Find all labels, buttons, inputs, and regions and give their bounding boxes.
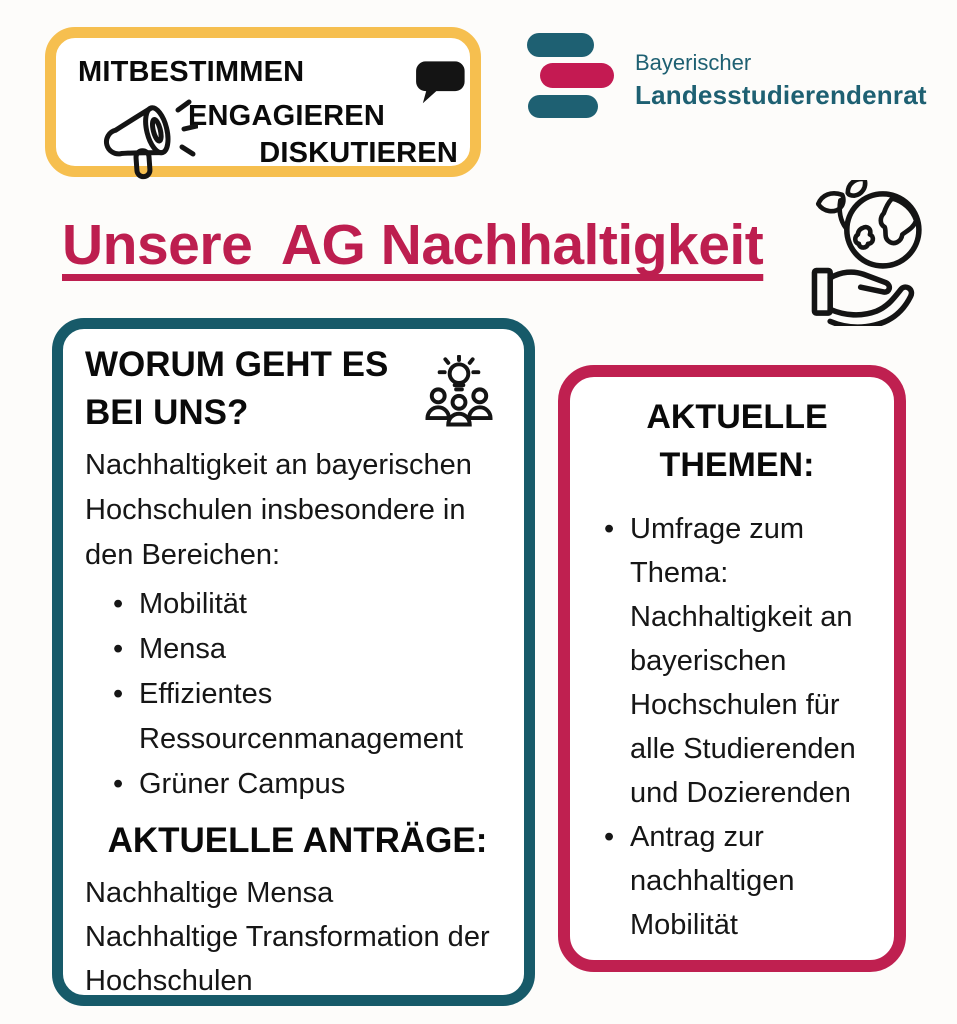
bullet-dot: • xyxy=(113,633,124,665)
list-item xyxy=(604,815,884,947)
list-item-label: Antrag zur nachhaltigen Mobilität xyxy=(630,821,795,941)
bullet-dot: • xyxy=(113,768,124,800)
speech-bubble-icon xyxy=(408,56,470,110)
motto-badge xyxy=(45,27,481,177)
list-item-label: Grüner Campus xyxy=(139,768,346,800)
current-motions-heading: AKTUELLE ANTRÄGE: xyxy=(107,821,488,860)
megaphone-icon xyxy=(82,86,198,186)
motto-line-mitbestimmen: MITBESTIMMEN xyxy=(78,56,305,88)
team-lightbulb-icon xyxy=(412,355,506,441)
logo-bar-top xyxy=(527,33,594,57)
about-box-header xyxy=(85,341,510,441)
list-item-label: Umfrage zum Thema: Nachhaltigkeit an bayerischen Hochschulen für alle Studierenden und Dozierenden xyxy=(630,513,856,809)
logo-bar-middle xyxy=(540,63,614,88)
bullet-dot: • xyxy=(604,513,615,545)
list-item-label: Mobilität xyxy=(139,588,247,620)
list-item xyxy=(113,672,510,762)
page-title: Unsere AG Nachhaltigkeit xyxy=(62,213,764,277)
list-item xyxy=(604,507,884,815)
motion-item: Nachhaltige Mensa xyxy=(85,877,334,909)
list-item xyxy=(113,762,510,807)
motto-line-engagieren: ENGAGIEREN xyxy=(188,100,385,132)
current-topics-heading: AKTUELLE THEMEN: xyxy=(646,398,828,484)
list-item-label: Mensa xyxy=(139,633,227,665)
current-topics-list xyxy=(604,507,884,947)
logo-text-line2: Landesstudierendenrat xyxy=(635,80,927,110)
bullet-dot: • xyxy=(113,588,124,620)
logo-text-line1: Bayerischer xyxy=(635,50,752,75)
list-item xyxy=(113,627,510,672)
logo-bar-bottom xyxy=(528,95,598,118)
motto-line-diskutieren: DISKUTIEREN xyxy=(259,137,458,169)
about-box xyxy=(52,318,535,1006)
list-item-label: Effizientes Ressourcenmanagement xyxy=(139,678,464,755)
hand-holding-earth-icon xyxy=(798,180,940,326)
about-intro: Nachhaltigkeit an bayerischen Hochschulen insbesondere in den Bereichen: xyxy=(85,449,472,571)
bullet-dot: • xyxy=(604,821,615,853)
focus-areas-list xyxy=(113,582,510,807)
motion-item: Nachhaltige Transformation der Hochschulen xyxy=(85,921,490,997)
list-item xyxy=(113,582,510,627)
bullet-dot: • xyxy=(113,678,124,710)
current-topics-box xyxy=(558,365,906,972)
current-motions-list xyxy=(85,871,517,1003)
about-heading: WORUM GEHT ES BEI UNS? xyxy=(85,345,389,432)
organisation-logo xyxy=(527,33,937,123)
